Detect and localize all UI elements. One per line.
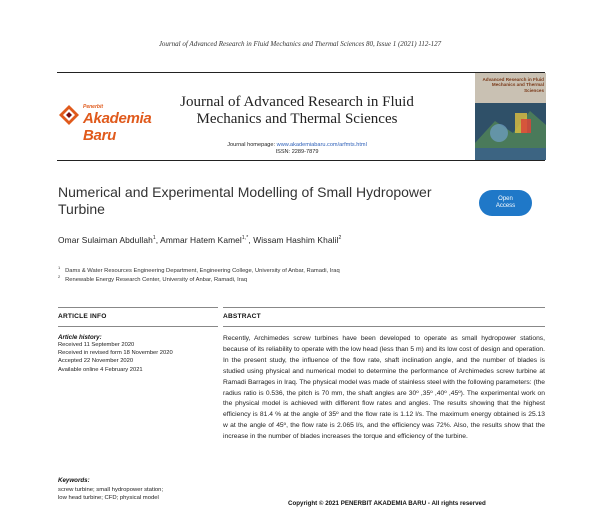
copyright-notice: Copyright © 2021 PENERBIT AKADEMIA BARU - All rights reserved [288,500,486,507]
keywords-heading: Keywords: [58,477,90,484]
article-info-bottom-rule [58,326,218,327]
article-history [58,341,218,374]
journal-title-line2: Mechanics and Thermal Sciences [196,111,398,127]
paper-title: Numerical and Experimental Modelling of Small Hydropower Turbine [58,184,432,217]
journal-cover-image [475,73,546,160]
keywords-list: screw turbine; small hydropower station; low head turbine; CFD; physical model [58,487,164,502]
journal-title [165,94,429,128]
abstract-text: Recently, Archimedes screw turbines have been developed to operate as small hydropower stations, because of its reliability to operate with the low head (less than 5 m) and its low cost of design and operation. In the present study, the influence of the flow rate, shaft inclination angle, and the number of blades is studied using physical and numerical model to determine the performance of Archimedes screw turbine at Ramadi Barrages in Iraq. The physical model was made of stainless steel with the following parameters: (the radius ratio is 0.536, the pitch is 70 mm, the shaft angles are 30º ,35º ,40º ,45º). The experimental work on the physical model is achieved with different flow rates and angles. The results showing that the highest efficiency is 81.4 % at the angle of 35º and the flow rate is 1.12 l/s. The maximum energy obtained is 25.13 w at the angle of 45º, the flow rate is 2.065 l/s, and the efficiency was 72%. Also, the results show that the increase in the number of blades increases the torque and efficiency of the turbine. [223,335,545,441]
logo-brand-text: Akademia Baru [83,110,152,144]
history-item: Received 11 September 2020 [58,342,135,348]
affiliation-1: $^1$ Dams & Water Resources Engineering Department, Engineering College, University of Anbar, Ramadi, Iraq [58,265,340,274]
journal-issn: ISSN: 2289-7879 [275,149,319,155]
open-access-badge[interactable]: Open Access [479,190,532,216]
abstract-top-rule [223,307,545,308]
abstract-bottom-rule [223,326,545,327]
author-name: Wissam Hashim Khalil [253,235,339,245]
publisher-logo [58,100,170,144]
running-header: Journal of Advanced Research in Fluid Mechanics and Thermal Sciences 80, Issue 1 (2021) 112-127 [158,40,442,48]
author-list: Omar Sulaiman Abdullah$^1$, Ammar Hatem Kamel$^{1,*}$, Wissam Hashim Khalil$^2$ [58,235,342,245]
history-item: Accepted 22 November 2020 [58,358,134,365]
author-name: Ammar Hatem Kamel [160,235,242,245]
journal-title-line1: Journal of Advanced Research in Fluid [180,94,414,110]
history-item: Received in revised form 18 November 2020 [58,350,173,357]
cover-title: Advanced Research in Fluid Mechanics and Thermal Sciences [482,77,544,93]
homepage-link[interactable]: www.akademiabaru.com/arfmts.html [276,142,367,148]
journal-homepage-block [165,142,429,156]
akademia-baru-logo-icon [58,104,80,126]
article-info-heading: ARTICLE INFO [58,313,107,320]
affiliation-2: $^2$ Renewable Energy Research Center, University of Anbar, Ramadi, Iraq [58,274,248,283]
header-bottom-rule [57,160,545,161]
logo-small-text: Penerbit [83,104,104,110]
history-heading: Article history: [58,334,102,341]
cover-artwork [475,103,546,160]
homepage-label: Journal homepage: [227,142,276,148]
header-top-rule [57,72,545,73]
history-item: Available online 4 February 2021 [58,366,143,373]
article-info-top-rule [58,307,218,308]
author-name: Omar Sulaiman Abdullah [58,235,153,245]
abstract-heading: ABSTRACT [223,313,261,320]
